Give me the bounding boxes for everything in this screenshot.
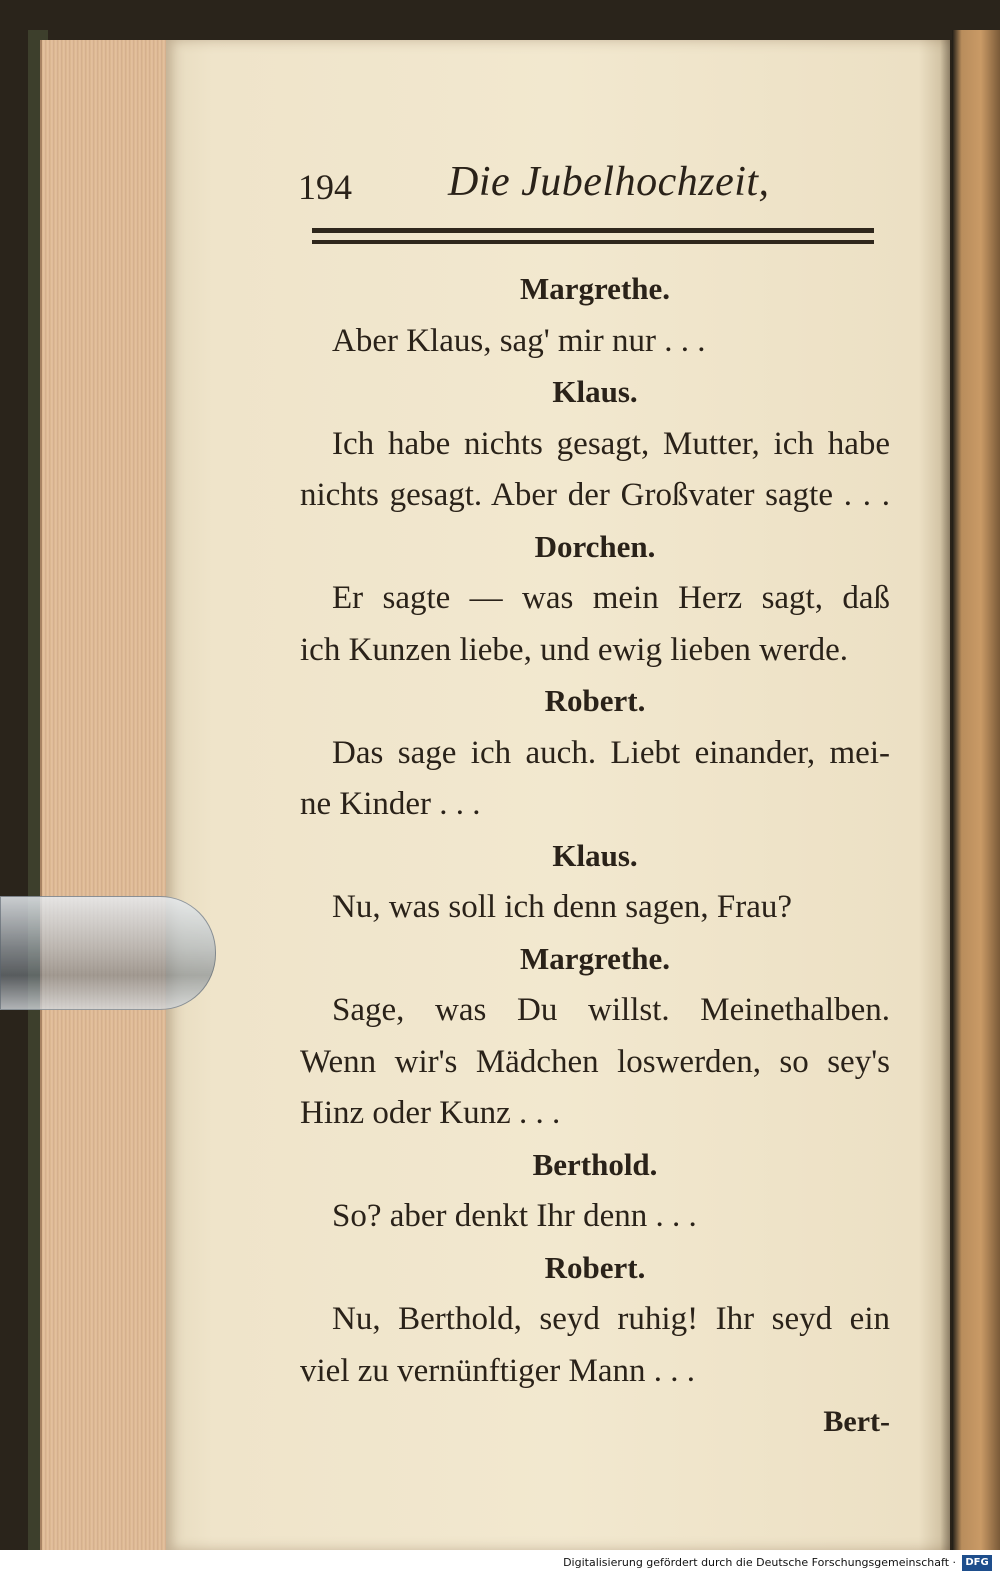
dfg-logo: DFG [962, 1555, 992, 1571]
speech-line: Aber Klaus, sag' mir nur . . . [332, 322, 706, 359]
speaker-name: Klaus. [552, 837, 638, 873]
footer-credit: Digitalisierung gefördert durch die Deutsche Forschungsgemeinschaft · [563, 1556, 956, 1569]
speaker-name: Robert. [544, 683, 646, 718]
catchword: Bert- [823, 1405, 890, 1438]
speech-line: ne Kinder . . . [300, 786, 481, 822]
page-edges [40, 40, 170, 1550]
speech-line: Hinz oder Kunz . . . [300, 1095, 561, 1131]
footer-bar [0, 1550, 1000, 1580]
speech-line: viel zu vernünftiger Mann . . . [300, 1352, 695, 1389]
speech-line: Nu, Berthold, seyd ruhig! Ihr seyd ein [332, 1301, 890, 1337]
speaker-name: Margrethe. [519, 271, 671, 306]
speech-line: ich Kunzen liebe, und ewig lieben werde. [300, 631, 848, 668]
speaker-name: Dorchen. [534, 528, 656, 564]
speech-line: nichts gesagt. Aber der Großvater sagte . . . [300, 477, 890, 513]
speech-line: Das sage ich auch. Liebt einander, mei- [332, 734, 890, 771]
book-cover-edge-right [952, 30, 1000, 1550]
speaker-name: Margrethe. [519, 940, 671, 976]
speech-line: Nu, was soll ich denn sagen, Frau? [332, 889, 793, 925]
speech-line: Wenn wir's Mädchen loswerden, so sey's [300, 1043, 890, 1080]
speaker-name: Robert. [544, 1249, 646, 1285]
page-header [298, 158, 878, 218]
speech-line: Ich habe nichts gesagt, Mutter, ich habe [332, 425, 890, 462]
page-number: 194 [298, 167, 352, 207]
speech-line: So? aber denkt Ihr denn . . . [332, 1198, 697, 1234]
speaker-name: Berthold. [532, 1146, 658, 1182]
speech-line: Er sagte — was mein Herz sagt, daß [332, 580, 890, 616]
speech-line: Sage, was Du willst. Meinethalben. [332, 992, 890, 1028]
glass-page-weight [0, 896, 216, 1010]
header-rule [312, 228, 874, 244]
running-title: Die Jubelhochzeit, [448, 159, 770, 205]
speaker-name: Klaus. [552, 374, 638, 409]
